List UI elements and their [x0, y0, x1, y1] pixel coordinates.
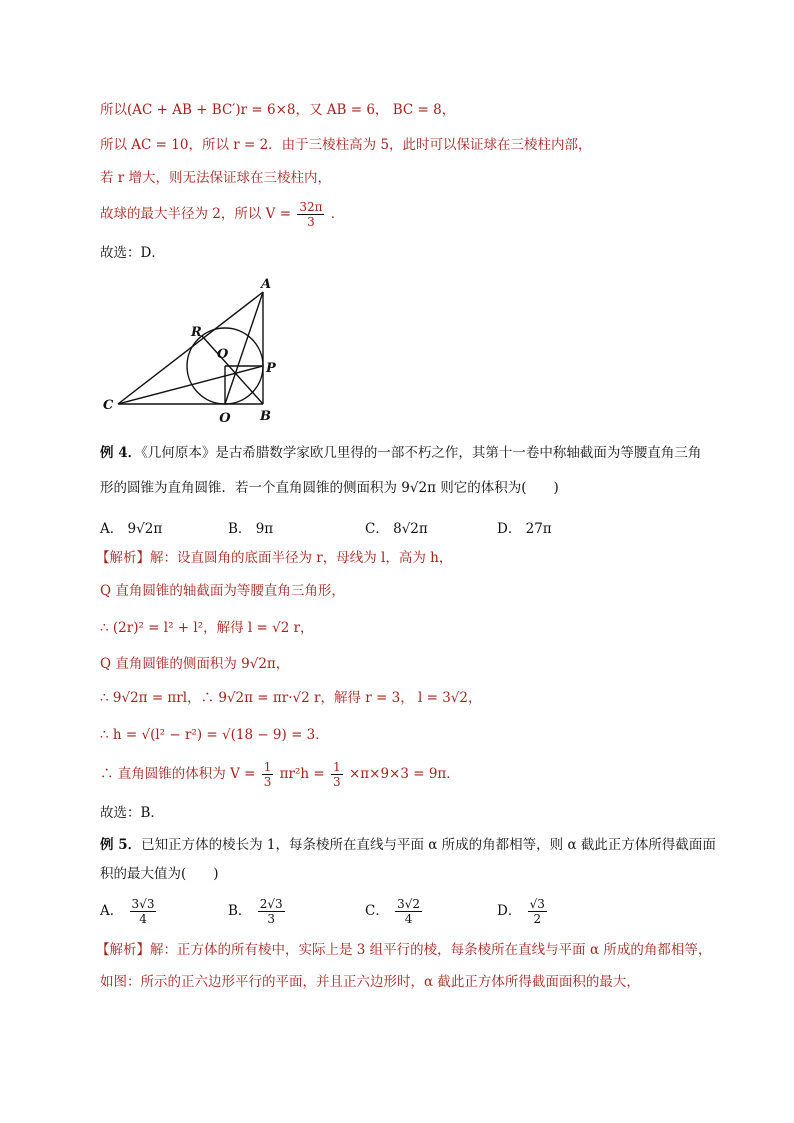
volume-fraction — [297, 200, 324, 229]
volume-text: 故球的最大半径为 2，所以 V = — [100, 206, 292, 222]
answer-line-4: 故选：B． — [100, 805, 164, 821]
example5-option-c — [365, 897, 424, 926]
example4-analysis-line-1 — [96, 548, 452, 568]
solution-line-2: 所以 AC = 10，所以 r = 2．由于三棱柱高为 5，此时可以保证球在三棱柱内部， — [100, 137, 592, 153]
example5-text-2: 积的最大值为( ) — [100, 866, 219, 882]
label-r: R — [191, 325, 202, 340]
example5-option-a — [100, 897, 158, 926]
example5-text-1: 已知正方体的棱长为 1，每条棱所在直线与平面 α 所成的角都相等，则 α 截此正方体所得截面面 — [141, 837, 716, 853]
label-a: A — [261, 277, 272, 292]
option-a-num: 3√3 — [131, 897, 155, 911]
example4-option-c: C． 8√2π — [365, 521, 428, 537]
option-d-den: 2 — [533, 912, 542, 926]
fraction-denominator: 3 — [307, 215, 315, 229]
example4-option-b: B． 9π — [228, 521, 274, 537]
fraction-numerator: 32π — [299, 200, 323, 214]
label-p: P — [266, 361, 276, 376]
example5-analysis-line-1 — [96, 940, 711, 960]
option-c-num: 3√2 — [397, 897, 421, 911]
line-c-p — [118, 366, 263, 404]
line-b-r — [202, 336, 263, 404]
step7-frac1-num: 1 — [263, 760, 272, 774]
analysis-step-4: Q 直角圆锥的侧面积为 9√2π， — [100, 656, 290, 672]
step7-mid: πr²h = — [279, 766, 325, 782]
example4-option-d: D． 27π — [497, 521, 552, 537]
analysis5-step-1: 解：正方体的所有棱中，实际上是 3 组平行的棱，每条棱所在直线与平面 α 所成的角都相等， — [150, 942, 712, 958]
side-ca — [118, 292, 263, 404]
example5-line-1 — [100, 835, 716, 855]
step7-pre: ∴ 直角圆锥的体积为 V = — [100, 766, 256, 782]
label-b: B — [260, 409, 271, 422]
step7-fraction-1 — [262, 760, 274, 789]
volume-end: ． — [330, 206, 345, 222]
option-a-den: 4 — [139, 912, 147, 926]
example4-option-a: A． 9√2π — [100, 521, 163, 537]
example4-line-1 — [100, 443, 701, 463]
option-c-fraction — [395, 897, 422, 926]
option-b-den: 3 — [267, 912, 275, 926]
analysis5-tag: 【解析】 — [96, 942, 150, 958]
label-o: O — [217, 347, 229, 362]
label-c: C — [103, 398, 114, 413]
example5-head: 例 5． — [100, 837, 142, 853]
geometry-figure — [100, 272, 290, 426]
analysis5-step-2: 如图：所示的正六边形平行的平面，并且正六边形时，α 截此正方体所得截面面积的最大， — [100, 974, 640, 990]
step7-frac1-den: 3 — [263, 775, 272, 789]
step7-fraction-2 — [331, 760, 343, 789]
option-b-fraction — [258, 897, 285, 926]
step7-frac2-den: 3 — [333, 775, 341, 789]
example5-option-b — [228, 897, 287, 926]
solution-line-4 — [100, 200, 344, 229]
option-c-letter: C． — [365, 903, 389, 919]
option-b-num: 2√3 — [259, 897, 283, 911]
analysis-step-7 — [100, 760, 460, 789]
analysis-tag: 【解析】 — [96, 550, 150, 566]
label-q: Q — [219, 411, 231, 422]
option-a-fraction — [130, 897, 157, 926]
analysis-step-2: Q 直角圆锥的轴截面为等腰直角三角形， — [100, 583, 345, 599]
option-d-num: √3 — [529, 897, 545, 911]
analysis-step-5: ∴ 9√2π = πrl，∴ 9√2π = πr·√2 r，解得 r = 3， l = 3√2， — [100, 690, 482, 706]
example4-head: 例 4． — [100, 445, 142, 461]
option-d-fraction — [528, 897, 547, 926]
answer-line-3: 故选：D． — [100, 245, 165, 261]
option-c-den: 4 — [404, 912, 413, 926]
triangle-incircle-diagram — [100, 272, 290, 422]
step7-post: ×π×9×3 = 9π． — [348, 766, 460, 782]
option-b-letter: B． — [228, 903, 252, 919]
example4-text-2: 形的圆锥为直角圆锥．若一个直角圆锥的侧面积为 9√2π 则它的体积为( ) — [100, 480, 559, 496]
analysis-step-1: 解：设直圆角的底面半径为 r，母线为 l，高为 h， — [150, 550, 453, 566]
step7-frac2-num: 1 — [333, 760, 341, 774]
example5-option-d — [497, 897, 549, 926]
solution-line-3: 若 r 增大，则无法保证球在三棱柱内， — [100, 170, 332, 186]
solution-line-1: 所以(AC + AB + BC′)r = 6×8，又 AB = 6， BC = 8， — [100, 102, 456, 118]
option-a-letter: A． — [100, 903, 124, 919]
analysis-step-3: ∴ (2r)² = l² + l²，解得 l = √2 r， — [100, 620, 314, 636]
example4-text-1: 《几何原本》是古希腊数学家欧几里得的一部不朽之作，其第十一卷中称轴截面为等腰直角三角 — [141, 445, 702, 461]
analysis-step-6: ∴ h = √(l² − r²) = √(18 − 9) = 3． — [100, 727, 329, 743]
option-d-letter: D． — [497, 903, 522, 919]
